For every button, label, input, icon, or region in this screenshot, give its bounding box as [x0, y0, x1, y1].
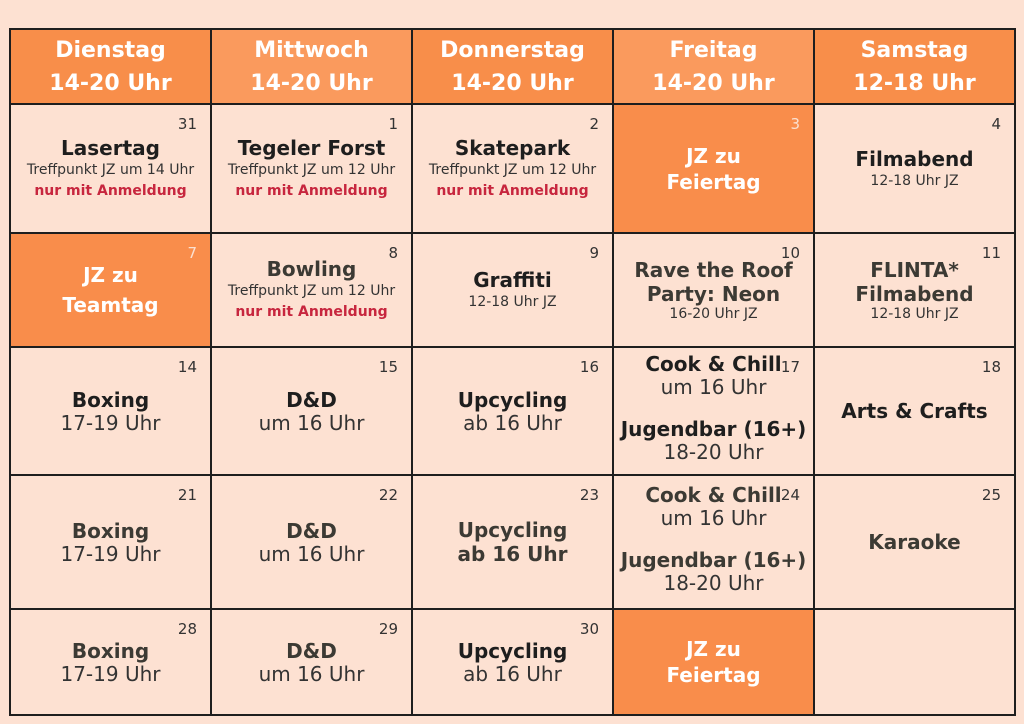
event-time: 12-18 Uhr JZ [468, 294, 557, 310]
event-title: Boxing [71, 387, 150, 412]
event-title: Boxing [71, 638, 150, 663]
event-time-second: 18-20 Uhr [663, 571, 764, 595]
event-title: D&D [286, 387, 337, 412]
event-time: ab 16 Uhr [463, 661, 562, 686]
event-title: Upcycling [457, 638, 568, 663]
day-number: 10 [780, 244, 800, 262]
day-number: 4 [991, 115, 1001, 133]
week-row [10, 347, 1015, 475]
event-meeting-point: Treffpunkt JZ um 12 Uhr [428, 161, 597, 178]
event-meeting-point: Treffpunkt JZ um 12 Uhr [227, 161, 396, 178]
event-title: D&D [286, 518, 337, 543]
day-number: 7 [187, 244, 197, 262]
event-title: Cook & Chill [645, 483, 782, 507]
event-time: um 16 Uhr [258, 661, 365, 686]
calendar-cell [412, 609, 613, 715]
event-time: 17-19 Uhr [60, 410, 161, 435]
event-meeting-point: Treffpunkt JZ um 14 Uhr [26, 161, 195, 178]
event-title: Karaoke [868, 530, 961, 554]
event-time: 16-20 Uhr JZ [669, 306, 758, 322]
event-time: um 16 Uhr [258, 541, 365, 566]
day-number: 16 [579, 358, 599, 376]
event-title: Skatepark [454, 135, 571, 160]
closed-reason: Feiertag [666, 663, 761, 687]
event-time: 12-18 Uhr JZ [870, 172, 959, 189]
header-dienstag [10, 29, 211, 104]
event-meeting-point: Treffpunkt JZ um 12 Uhr [227, 283, 396, 299]
closed-reason: Teamtag [62, 293, 159, 317]
closed-cell [613, 104, 814, 233]
header-time: 14-20 Uhr [250, 70, 373, 96]
event-time: 17-19 Uhr [60, 541, 161, 566]
calendar-cell [412, 233, 613, 347]
event-title-line2: Party: Neon [646, 282, 781, 306]
event-title: Graffiti [473, 268, 552, 292]
week-row [10, 609, 1015, 715]
header-donnerstag [412, 29, 613, 104]
signup-note: nur mit Anmeldung [436, 182, 589, 199]
day-number: 3 [790, 115, 800, 133]
event-title: Upcycling [457, 387, 568, 412]
header-day: Freitag [669, 37, 758, 63]
calendar-cell [211, 347, 412, 475]
event-time: 17-19 Uhr [60, 661, 161, 686]
week-row [10, 104, 1015, 233]
event-time: ab 16 Uhr [463, 410, 562, 435]
header-day: Samstag [860, 37, 969, 63]
day-number: 30 [579, 620, 599, 638]
day-number: 28 [177, 620, 197, 638]
calendar-cell [211, 609, 412, 715]
signup-note: nur mit Anmeldung [235, 304, 388, 320]
event-title: Rave the Roof [634, 258, 793, 282]
event-title-second: Jugendbar (16+) [620, 417, 807, 441]
week-row [10, 233, 1015, 347]
calendar-cell [613, 233, 814, 347]
event-title: Bowling [266, 257, 357, 281]
calendar-cell [412, 347, 613, 475]
calendar-cell [10, 104, 211, 233]
calendar-cell [412, 475, 613, 609]
closed-label: JZ zu [83, 263, 138, 287]
header-day: Donnerstag [440, 37, 585, 63]
day-number: 9 [589, 244, 599, 262]
day-number: 22 [378, 486, 398, 504]
event-title: Filmabend [855, 146, 974, 171]
day-number: 31 [177, 115, 197, 133]
calendar-cell [814, 104, 1015, 233]
event-title: Arts & Crafts [841, 399, 988, 423]
event-title: D&D [286, 638, 337, 663]
header-time: 14-20 Uhr [451, 70, 574, 96]
calendar-cell [814, 233, 1015, 347]
event-title: Lasertag [61, 135, 160, 160]
header-samstag [814, 29, 1015, 104]
event-time-second: 18-20 Uhr [663, 440, 764, 464]
calendar-cell [10, 347, 211, 475]
calendar-cell [211, 475, 412, 609]
closed-cell [613, 609, 814, 715]
event-time: um 16 Uhr [258, 410, 365, 435]
header-time: 12-18 Uhr [853, 70, 976, 96]
day-number: 29 [378, 620, 398, 638]
event-title: Tegeler Forst [237, 135, 386, 160]
calendar-cell [814, 347, 1015, 475]
day-number: 1 [388, 115, 398, 133]
day-number: 2 [589, 115, 599, 133]
day-number: 11 [981, 244, 1001, 262]
header-day: Dienstag [55, 37, 166, 63]
calendar-cell [211, 233, 412, 347]
header-freitag [613, 29, 814, 104]
event-title-line2: Filmabend [855, 282, 974, 306]
event-calendar [9, 28, 1016, 716]
week-row [10, 475, 1015, 609]
closed-cell [10, 233, 211, 347]
event-title: FLINTA* [870, 258, 959, 282]
day-number: 14 [177, 358, 197, 376]
signup-note: nur mit Anmeldung [34, 182, 187, 199]
empty-cell [814, 609, 1015, 715]
event-time: um 16 Uhr [660, 506, 767, 530]
calendar-cell [10, 609, 211, 715]
header-row [10, 29, 1015, 104]
day-number: 24 [780, 486, 800, 504]
header-mittwoch [211, 29, 412, 104]
event-title: Upcycling [457, 518, 568, 542]
header-time: 14-20 Uhr [49, 70, 172, 96]
day-number: 25 [981, 486, 1001, 504]
header-day: Mittwoch [254, 37, 369, 63]
header-time: 14-20 Uhr [652, 70, 775, 96]
calendar-cell [10, 475, 211, 609]
day-number: 17 [780, 358, 800, 376]
event-title: Boxing [71, 518, 150, 543]
day-number: 18 [981, 358, 1001, 376]
event-time: 12-18 Uhr JZ [870, 306, 959, 322]
event-time: ab 16 Uhr [457, 542, 568, 566]
event-title: Cook & Chill [645, 352, 782, 376]
day-number: 23 [579, 486, 599, 504]
calendar-cell [613, 347, 814, 475]
calendar-cell [211, 104, 412, 233]
event-time: um 16 Uhr [660, 375, 767, 399]
day-number: 15 [378, 358, 398, 376]
closed-reason: Feiertag [666, 169, 761, 194]
closed-label: JZ zu [686, 637, 741, 661]
signup-note: nur mit Anmeldung [235, 182, 388, 199]
calendar-cell [613, 475, 814, 609]
calendar-cell [412, 104, 613, 233]
closed-label: JZ zu [686, 143, 741, 168]
calendar-cell [814, 475, 1015, 609]
event-title-second: Jugendbar (16+) [620, 548, 807, 572]
day-number: 8 [388, 244, 398, 262]
day-number: 21 [177, 486, 197, 504]
